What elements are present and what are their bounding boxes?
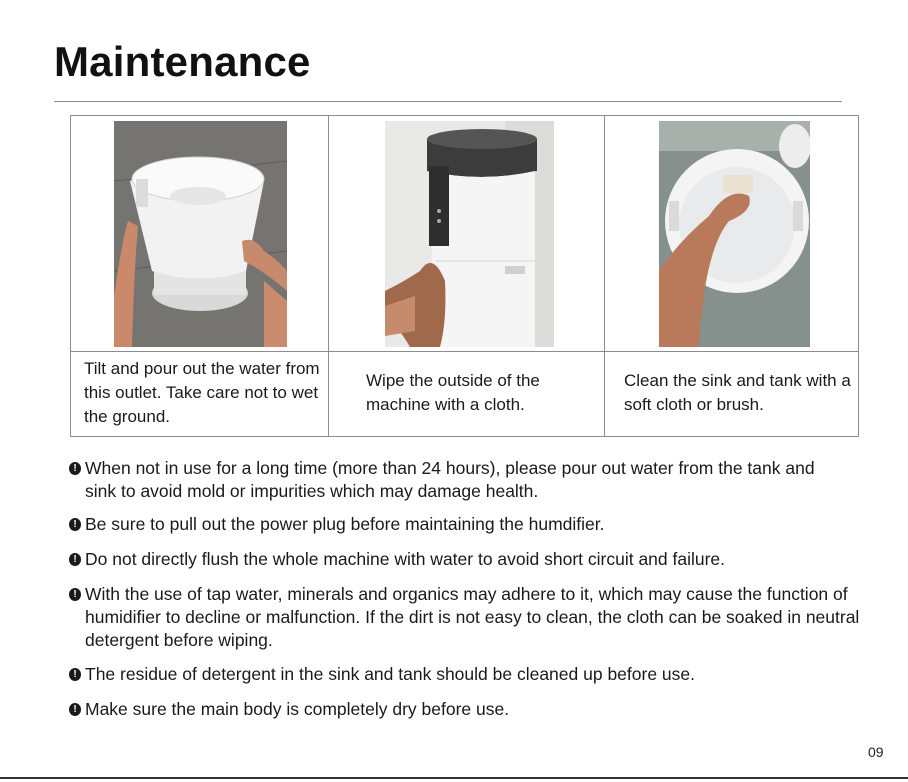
page-title: Maintenance xyxy=(54,38,311,85)
row-divider xyxy=(71,351,858,352)
note-item: ! Be sure to pull out the power plug before maintaining the humdifier. xyxy=(68,513,848,536)
note-item: ! The residue of detergent in the sink and tank should be cleaned up before use. xyxy=(68,663,848,686)
note-item: ! Do not directly flush the whole machine with water to avoid short circuit and failure. xyxy=(68,548,848,571)
note-item: ! When not in use for a long time (more than 24 hours), please pour out water from the tank and sink to avoid mold or impurities which may damage health. xyxy=(68,457,848,503)
exclamation-circle-icon: ! xyxy=(69,668,81,681)
page-number: 09 xyxy=(868,744,884,760)
step-1-photo xyxy=(114,121,287,347)
steps-table xyxy=(70,115,859,437)
step-2-caption: Wipe the outside of the machine with a cloth. xyxy=(366,371,540,414)
column-divider xyxy=(328,116,329,436)
step-2-photo xyxy=(385,121,554,347)
title-divider xyxy=(54,101,842,102)
note-item: ! With the use of tap water, minerals and organics may adhere to it, which may cause the function of humidifier to decline or malfunction. If the dirt is not easy to clean, the cloth can be soaked in neutral detergent before wiping. xyxy=(68,583,860,652)
column-divider xyxy=(604,116,605,436)
exclamation-circle-icon: ! xyxy=(69,703,81,716)
exclamation-circle-icon: ! xyxy=(69,462,81,475)
exclamation-circle-icon: ! xyxy=(69,553,81,566)
step-3-caption: Clean the sink and tank with a soft cloth or brush. xyxy=(624,371,851,414)
step-1-caption: Tilt and pour out the water from this outlet. Take care not to wet the ground. xyxy=(84,359,320,426)
exclamation-circle-icon: ! xyxy=(69,518,81,531)
note-item: ! Make sure the main body is completely dry before use. xyxy=(68,698,848,721)
footer-rule xyxy=(0,777,908,779)
exclamation-circle-icon: ! xyxy=(69,588,81,601)
step-3-photo xyxy=(659,121,810,347)
